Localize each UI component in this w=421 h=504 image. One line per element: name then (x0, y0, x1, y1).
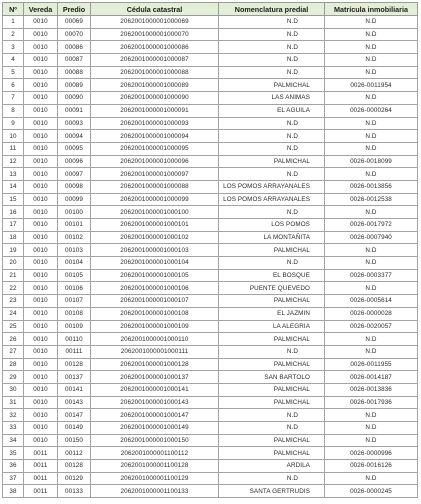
predio-cell: 00133 (58, 485, 91, 498)
matricula-cell: 0026-0000264 (325, 104, 418, 117)
matricula-cell: N.D (325, 54, 418, 67)
matricula-cell: N.D (325, 333, 418, 346)
table-row (3, 295, 418, 308)
matricula-cell: N.D (325, 28, 418, 41)
table-row (3, 41, 418, 54)
predio-cell: 00089 (58, 79, 91, 92)
matricula-cell: N.D (325, 422, 418, 435)
vereda-cell: 0010 (24, 168, 58, 181)
vereda-cell: 0010 (24, 358, 58, 371)
table-row (3, 28, 418, 41)
cedula-catastral-cell: 2062001000001000143 (91, 396, 219, 409)
table-row (3, 79, 418, 92)
predio-cell: 00137 (58, 371, 91, 384)
matricula-cell: 0026-0011954 (325, 79, 418, 92)
predio-cell: 00143 (58, 396, 91, 409)
nomenclatura-cell: PALMICHAL (219, 434, 325, 447)
vereda-cell: 0010 (24, 422, 58, 435)
row-number: 24 (3, 307, 24, 320)
row-number: 2 (3, 28, 24, 41)
predio-cell: 00091 (58, 104, 91, 117)
table-row (3, 66, 418, 79)
nomenclatura-cell: LA MONTAÑITA (219, 231, 325, 244)
row-number: 37 (3, 472, 24, 485)
vereda-cell: 0010 (24, 231, 58, 244)
cedula-catastral-cell: 2062001000001000108 (91, 307, 219, 320)
predio-cell: 00093 (58, 117, 91, 130)
header-matricula-inmobiliaria: Matrícula inmobiliaria (325, 3, 418, 16)
cedula-catastral-cell: 2062001000001000069 (91, 16, 219, 29)
predio-cell: 00110 (58, 333, 91, 346)
matricula-cell: 0026-0000245 (325, 485, 418, 498)
matricula-cell: N.D (325, 206, 418, 219)
matricula-cell: 0026-0003377 (325, 269, 418, 282)
nomenclatura-cell: EL JAZMIN (219, 307, 325, 320)
predio-cell: 00107 (58, 295, 91, 308)
matricula-cell: N.D (325, 282, 418, 295)
cedula-catastral-cell: 2062001000001000107 (91, 295, 219, 308)
table-row (3, 460, 418, 473)
vereda-cell: 0010 (24, 409, 58, 422)
matricula-cell: 0026-0000028 (325, 307, 418, 320)
vereda-cell: 0010 (24, 92, 58, 105)
nomenclatura-cell: PALMICHAL (219, 79, 325, 92)
vereda-cell: 0010 (24, 396, 58, 409)
predio-cell: 00141 (58, 383, 91, 396)
vereda-cell: 0011 (24, 447, 58, 460)
cedula-catastral-cell: 2062001000001000128 (91, 358, 219, 371)
table-row (3, 422, 418, 435)
predio-cell: 00129 (58, 472, 91, 485)
nomenclatura-cell: LOS POMOS (219, 219, 325, 232)
nomenclatura-cell: PALMICHAL (219, 447, 325, 460)
nomenclatura-cell: SAN BARTOLO (219, 371, 325, 384)
nomenclatura-cell: SANTA GERTRUDIS (219, 485, 325, 498)
header-cedula-catastral: Cédula catastral (91, 3, 219, 16)
predio-cell: 00090 (58, 92, 91, 105)
nomenclatura-cell: PALMICHAL (219, 396, 325, 409)
matricula-cell: 0026-0013856 (325, 180, 418, 193)
vereda-cell: 0010 (24, 219, 58, 232)
row-number: 31 (3, 396, 24, 409)
cedula-catastral-cell: 2062001000001000106 (91, 282, 219, 295)
cedula-catastral-cell: 2062001000001100128 (91, 460, 219, 473)
cedula-catastral-cell: 2062001000001000102 (91, 231, 219, 244)
cedula-catastral-cell: 2062001000001000090 (91, 92, 219, 105)
matricula-cell: 0026-0018099 (325, 155, 418, 168)
nomenclatura-cell: PUENTE QUEVEDO (219, 282, 325, 295)
row-number: 36 (3, 460, 24, 473)
predio-cell: 00094 (58, 130, 91, 143)
cedula-catastral-cell: 2062001000001000141 (91, 383, 219, 396)
table-row (3, 206, 418, 219)
row-number: 32 (3, 409, 24, 422)
table-row (3, 257, 418, 270)
header-vereda: Vereda (24, 3, 58, 16)
table-row (3, 16, 418, 29)
row-number: 38 (3, 485, 24, 498)
vereda-cell: 0010 (24, 41, 58, 54)
vereda-cell: 0010 (24, 282, 58, 295)
matricula-cell: 0026-0014187 (325, 371, 418, 384)
nomenclatura-cell: LA ALEGRIA (219, 320, 325, 333)
predio-cell: 00106 (58, 282, 91, 295)
vereda-cell: 0010 (24, 295, 58, 308)
table-row (3, 485, 418, 498)
matricula-cell: 0026-0007940 (325, 231, 418, 244)
row-number: 18 (3, 231, 24, 244)
predio-cell: 00128 (58, 358, 91, 371)
vereda-cell: 0010 (24, 371, 58, 384)
table-row (3, 307, 418, 320)
row-number: 9 (3, 117, 24, 130)
matricula-cell: N.D (325, 16, 418, 29)
predio-cell: 00086 (58, 41, 91, 54)
row-number: 26 (3, 333, 24, 346)
vereda-cell: 0010 (24, 28, 58, 41)
table-row (3, 54, 418, 67)
table-row (3, 92, 418, 105)
cedula-catastral-cell: 2062001000001000103 (91, 244, 219, 257)
vereda-cell: 0010 (24, 16, 58, 29)
table-row (3, 282, 418, 295)
row-number: 10 (3, 130, 24, 143)
table-row (3, 383, 418, 396)
cedula-catastral-cell: 2062001000001100112 (91, 447, 219, 460)
cedula-catastral-cell: 2062001000001000150 (91, 434, 219, 447)
vereda-cell: 0010 (24, 345, 58, 358)
row-number: 33 (3, 422, 24, 435)
row-number: 20 (3, 257, 24, 270)
nomenclatura-cell: N.D (219, 409, 325, 422)
table-row (3, 396, 418, 409)
row-number: 28 (3, 358, 24, 371)
predio-cell: 00088 (58, 66, 91, 79)
predio-cell: 00099 (58, 193, 91, 206)
nomenclatura-cell: PALMICHAL (219, 244, 325, 257)
cedula-catastral-cell: 2062001000001000094 (91, 130, 219, 143)
vereda-cell: 0010 (24, 142, 58, 155)
cedula-catastral-cell: 2062001000001000111 (91, 345, 219, 358)
predio-cell: 00096 (58, 155, 91, 168)
table-row (3, 409, 418, 422)
header-number: Nº (3, 3, 24, 16)
vereda-cell: 0010 (24, 257, 58, 270)
predio-cell: 00101 (58, 219, 91, 232)
matricula-cell: 0026-0017972 (325, 219, 418, 232)
predio-cell: 00104 (58, 257, 91, 270)
matricula-cell: 0026-0017936 (325, 396, 418, 409)
header-predio: Predio (58, 3, 91, 16)
matricula-cell: N.D (325, 345, 418, 358)
cedula-catastral-cell: 2062001000001000096 (91, 155, 219, 168)
nomenclatura-cell: N.D (219, 117, 325, 130)
matricula-cell: 0026-0013836 (325, 383, 418, 396)
nomenclatura-cell: EL AGUILA (219, 104, 325, 117)
predio-cell: 00095 (58, 142, 91, 155)
nomenclatura-cell: N.D (219, 41, 325, 54)
cedula-catastral-cell: 2062001000001000070 (91, 28, 219, 41)
nomenclatura-cell: N.D (219, 472, 325, 485)
row-number: 35 (3, 447, 24, 460)
nomenclatura-cell: N.D (219, 16, 325, 29)
table-row (3, 193, 418, 206)
table-row (3, 345, 418, 358)
nomenclatura-cell: N.D (219, 130, 325, 143)
row-number: 27 (3, 345, 24, 358)
cedula-catastral-cell: 2062001000001000088 (91, 180, 219, 193)
nomenclatura-cell: N.D (219, 54, 325, 67)
matricula-cell: 0026-0016126 (325, 460, 418, 473)
row-number: 22 (3, 282, 24, 295)
nomenclatura-cell: EL BOSQUE (219, 269, 325, 282)
nomenclatura-cell: LOS POMOS ARRAYANALES (219, 193, 325, 206)
vereda-cell: 0010 (24, 130, 58, 143)
vereda-cell: 0011 (24, 460, 58, 473)
row-number: 4 (3, 54, 24, 67)
row-number: 11 (3, 142, 24, 155)
vereda-cell: 0010 (24, 307, 58, 320)
vereda-cell: 0011 (24, 472, 58, 485)
table-row (3, 155, 418, 168)
vereda-cell: 0010 (24, 333, 58, 346)
nomenclatura-cell: ARDILA (219, 460, 325, 473)
table-row (3, 269, 418, 282)
table-row (3, 371, 418, 384)
table-row (3, 333, 418, 346)
predio-cell: 00112 (58, 447, 91, 460)
cedula-catastral-cell: 2062001000001100129 (91, 472, 219, 485)
matricula-cell: N.D (325, 92, 418, 105)
nomenclatura-cell: PALMICHAL (219, 358, 325, 371)
row-number: 6 (3, 79, 24, 92)
cedula-catastral-cell: 2062001000001000086 (91, 41, 219, 54)
table-row (3, 104, 418, 117)
vereda-cell: 0010 (24, 269, 58, 282)
matricula-cell: N.D (325, 257, 418, 270)
predio-cell: 00097 (58, 168, 91, 181)
vereda-cell: 0011 (24, 485, 58, 498)
nomenclatura-cell: N.D (219, 168, 325, 181)
cedula-catastral-cell: 2062001000001000149 (91, 422, 219, 435)
nomenclatura-cell: N.D (219, 257, 325, 270)
predio-cell: 00128 (58, 460, 91, 473)
nomenclatura-cell: N.D (219, 28, 325, 41)
row-number: 25 (3, 320, 24, 333)
cedula-catastral-cell: 2062001000001000109 (91, 320, 219, 333)
matricula-cell: 0026-0020057 (325, 320, 418, 333)
cedula-catastral-cell: 2062001000001000101 (91, 219, 219, 232)
table-row (3, 130, 418, 143)
table-row (3, 180, 418, 193)
table-header-row (3, 3, 418, 16)
matricula-cell: N.D (325, 66, 418, 79)
matricula-cell: 0026-0012538 (325, 193, 418, 206)
table-row (3, 117, 418, 130)
row-number: 12 (3, 155, 24, 168)
row-number: 21 (3, 269, 24, 282)
vereda-cell: 0010 (24, 66, 58, 79)
nomenclatura-cell: N.D (219, 206, 325, 219)
header-nomenclatura-predial: Nomenclatura predial (219, 3, 325, 16)
nomenclatura-cell: PALMICHAL (219, 333, 325, 346)
nomenclatura-cell: PALMICHAL (219, 383, 325, 396)
nomenclatura-cell: N.D (219, 66, 325, 79)
row-number: 30 (3, 383, 24, 396)
vereda-cell: 0010 (24, 193, 58, 206)
row-number: 16 (3, 206, 24, 219)
table-row (3, 358, 418, 371)
table-row (3, 168, 418, 181)
cedula-catastral-cell: 2062001000001000087 (91, 54, 219, 67)
cedula-catastral-cell: 2062001000001000091 (91, 104, 219, 117)
row-number: 3 (3, 41, 24, 54)
predio-cell: 00109 (58, 320, 91, 333)
predio-cell: 00069 (58, 16, 91, 29)
row-number: 23 (3, 295, 24, 308)
vereda-cell: 0010 (24, 206, 58, 219)
cedula-catastral-cell: 2062001000001100133 (91, 485, 219, 498)
cedula-catastral-cell: 2062001000001000088 (91, 66, 219, 79)
predio-cell: 00103 (58, 244, 91, 257)
table-row (3, 219, 418, 232)
table-body (3, 16, 418, 498)
nomenclatura-cell: LOS POMOS ARRAYANALES (219, 180, 325, 193)
predio-cell: 00098 (58, 180, 91, 193)
table-row (3, 472, 418, 485)
matricula-cell: 0026-0005614 (325, 295, 418, 308)
predio-cell: 00070 (58, 28, 91, 41)
cedula-catastral-cell: 2062001000001000147 (91, 409, 219, 422)
matricula-cell: N.D (325, 142, 418, 155)
row-number: 5 (3, 66, 24, 79)
vereda-cell: 0010 (24, 79, 58, 92)
property-table (2, 2, 418, 498)
cedula-catastral-cell: 2062001000001000137 (91, 371, 219, 384)
row-number: 8 (3, 104, 24, 117)
nomenclatura-cell: LAS ANIMAS (219, 92, 325, 105)
table-row (3, 434, 418, 447)
nomenclatura-cell: N.D (219, 345, 325, 358)
cedula-catastral-cell: 2062001000001000105 (91, 269, 219, 282)
row-number: 15 (3, 193, 24, 206)
property-table-page (2, 2, 417, 498)
predio-cell: 00100 (58, 206, 91, 219)
predio-cell: 00111 (58, 345, 91, 358)
row-number: 19 (3, 244, 24, 257)
matricula-cell: N.D (325, 472, 418, 485)
cedula-catastral-cell: 2062001000001000100 (91, 206, 219, 219)
vereda-cell: 0010 (24, 244, 58, 257)
nomenclatura-cell: N.D (219, 142, 325, 155)
predio-cell: 00105 (58, 269, 91, 282)
row-number: 29 (3, 371, 24, 384)
vereda-cell: 0010 (24, 117, 58, 130)
vereda-cell: 0010 (24, 104, 58, 117)
predio-cell: 00150 (58, 434, 91, 447)
table-row (3, 142, 418, 155)
vereda-cell: 0010 (24, 383, 58, 396)
nomenclatura-cell: PALMICHAL (219, 155, 325, 168)
vereda-cell: 0010 (24, 54, 58, 67)
matricula-cell: N.D (325, 130, 418, 143)
cedula-catastral-cell: 2062001000001000099 (91, 193, 219, 206)
matricula-cell: 0026-0000996 (325, 447, 418, 460)
vereda-cell: 0010 (24, 155, 58, 168)
cedula-catastral-cell: 2062001000001000097 (91, 168, 219, 181)
vereda-cell: 0010 (24, 180, 58, 193)
nomenclatura-cell: N.D (219, 422, 325, 435)
predio-cell: 00087 (58, 54, 91, 67)
nomenclatura-cell: PALMICHAL (219, 295, 325, 308)
matricula-cell: N.D (325, 409, 418, 422)
vereda-cell: 0010 (24, 320, 58, 333)
matricula-cell: N.D (325, 41, 418, 54)
row-number: 7 (3, 92, 24, 105)
table-row (3, 447, 418, 460)
matricula-cell: N.D (325, 168, 418, 181)
predio-cell: 00102 (58, 231, 91, 244)
cedula-catastral-cell: 2062001000001000095 (91, 142, 219, 155)
vereda-cell: 0010 (24, 434, 58, 447)
predio-cell: 00108 (58, 307, 91, 320)
row-number: 17 (3, 219, 24, 232)
row-number: 13 (3, 168, 24, 181)
row-number: 14 (3, 180, 24, 193)
row-number: 34 (3, 434, 24, 447)
table-row (3, 231, 418, 244)
predio-cell: 00147 (58, 409, 91, 422)
matricula-cell: 0026-0011955 (325, 358, 418, 371)
matricula-cell: N.D (325, 434, 418, 447)
cedula-catastral-cell: 2062001000001000089 (91, 79, 219, 92)
cedula-catastral-cell: 2062001000001000110 (91, 333, 219, 346)
matricula-cell: N.D (325, 117, 418, 130)
cedula-catastral-cell: 2062001000001000093 (91, 117, 219, 130)
cedula-catastral-cell: 2062001000001000104 (91, 257, 219, 270)
predio-cell: 00149 (58, 422, 91, 435)
row-number: 1 (3, 16, 24, 29)
matricula-cell: N.D (325, 244, 418, 257)
table-row (3, 320, 418, 333)
table-row (3, 244, 418, 257)
